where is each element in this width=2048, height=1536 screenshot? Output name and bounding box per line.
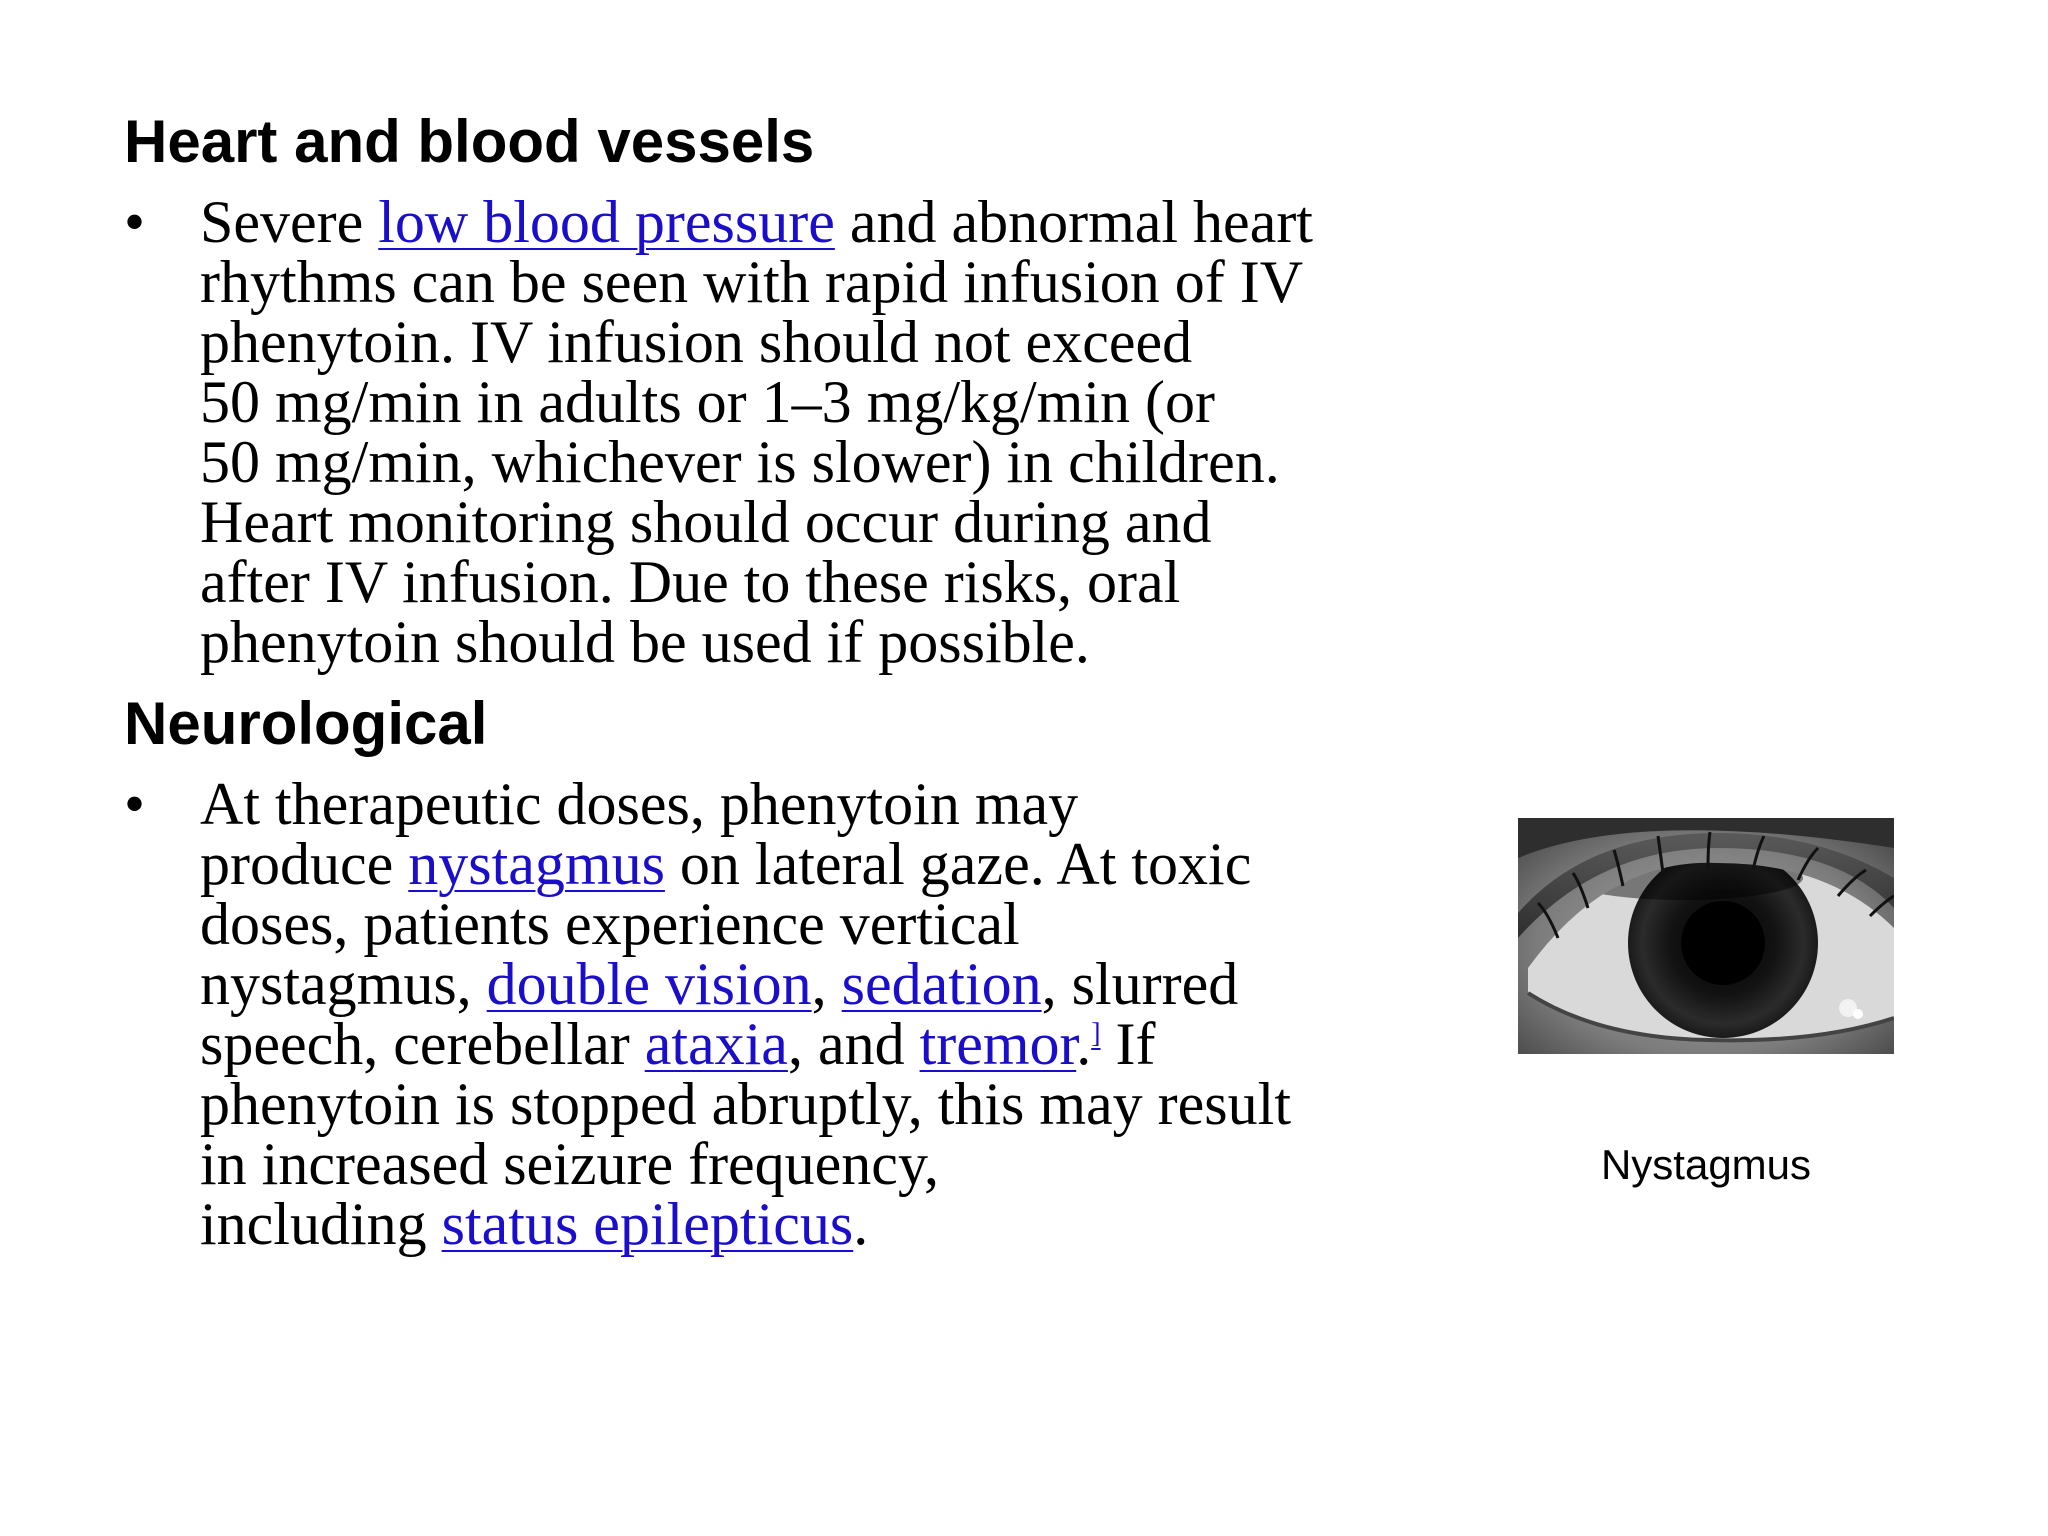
- figure-caption: Nystagmus: [1600, 1141, 1812, 1188]
- text-run: , and: [787, 1011, 920, 1077]
- text-run: Severe: [200, 189, 379, 255]
- bullet-text: [200, 771, 1510, 1257]
- text-run: on lateral gaze. At toxic: [664, 831, 1252, 897]
- text-run: .: [1076, 1011, 1092, 1077]
- link-double-vision[interactable]: double vision: [486, 951, 812, 1017]
- text-run: including: [200, 1191, 442, 1257]
- text-line: [200, 189, 1510, 255]
- text-line: [200, 1191, 1510, 1257]
- text-line: phenytoin is stopped abruptly, this may result: [200, 1071, 1291, 1137]
- text-run: nystagmus,: [200, 951, 487, 1017]
- link-tremor[interactable]: tremor: [919, 1011, 1077, 1077]
- text-line: 50 mg/min in adults or 1–3 mg/kg/min (or: [200, 369, 1215, 435]
- text-line: [200, 951, 1510, 1017]
- text-line: [200, 1011, 1510, 1077]
- text-run: produce: [200, 831, 409, 897]
- text-line: Heart monitoring should occur during and: [200, 489, 1212, 555]
- text-run: speech, cerebellar: [200, 1011, 645, 1077]
- link-nystagmus[interactable]: nystagmus: [408, 831, 665, 897]
- heading-neurological: Neurological: [124, 690, 488, 757]
- bullet-dot: •: [124, 771, 146, 837]
- text-line: after IV infusion. Due to these risks, oral: [200, 549, 1181, 615]
- text-line: doses, patients experience vertical: [200, 891, 1020, 957]
- text-run: , slurred: [1041, 951, 1239, 1017]
- text-run: If: [1100, 1011, 1156, 1077]
- link-ataxia[interactable]: ataxia: [644, 1011, 788, 1077]
- eye-closeup-photo: [1518, 818, 1894, 1054]
- link-status-epilepticus[interactable]: status epilepticus: [441, 1191, 854, 1257]
- eye-illustration: [1518, 818, 1894, 1054]
- text-line: phenytoin. IV infusion should not exceed: [200, 309, 1193, 375]
- link-low-blood-pressure[interactable]: low blood pressure: [378, 189, 835, 255]
- link-sedation[interactable]: sedation: [841, 951, 1042, 1017]
- text-run: ,: [811, 951, 842, 1017]
- text-line: rhythms can be seen with rapid infusion of IV: [200, 249, 1304, 315]
- text-line: phenytoin should be used if possible.: [200, 609, 1090, 675]
- bullet-dot: •: [124, 189, 146, 255]
- text-line: [200, 831, 1510, 897]
- reference-link[interactable]: ]: [1091, 1018, 1101, 1049]
- bullet-text: [200, 189, 1510, 675]
- heading-heart-and-blood-vessels: Heart and blood vessels: [124, 108, 815, 175]
- text-line: At therapeutic doses, phenytoin may: [200, 771, 1079, 837]
- text-line: in increased seizure frequency,: [200, 1131, 940, 1197]
- reference-marker[interactable]: [1091, 1018, 1100, 1049]
- text-run: and abnormal heart: [834, 189, 1313, 255]
- text-run: .: [853, 1191, 869, 1257]
- text-line: 50 mg/min, whichever is slower) in children.: [200, 429, 1280, 495]
